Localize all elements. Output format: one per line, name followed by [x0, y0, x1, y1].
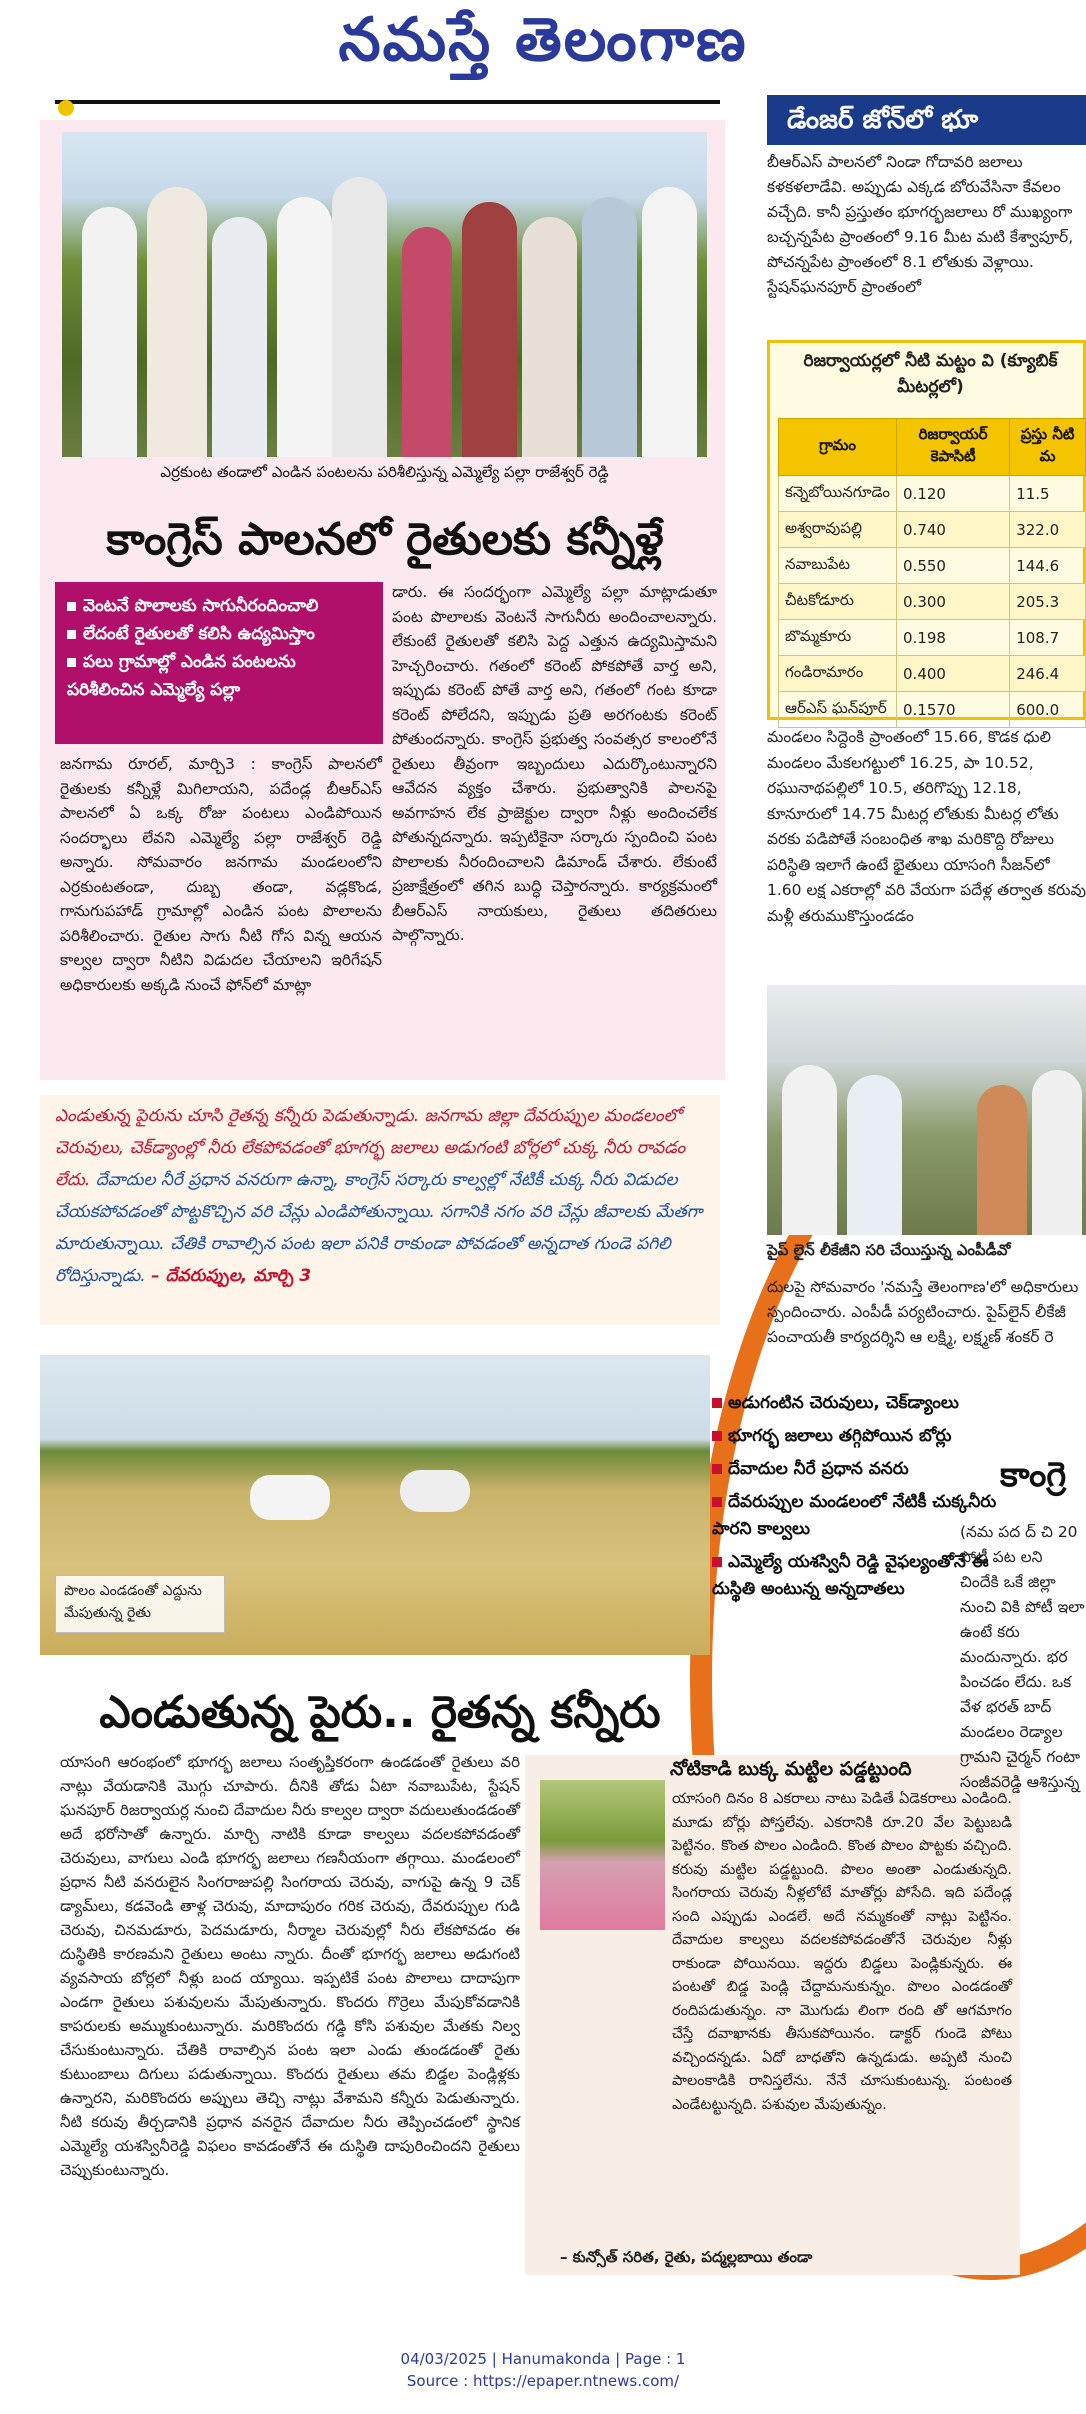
key-point: దేవరుప్పుల మండలంలో నేటికీ చుక్కనీరు పారని కాల్వలు	[712, 1492, 997, 1539]
right-text-1: బీఆర్ఎస్ పాలనలో నిండా గోదావరి జలాలు కళకళలాడేవి. అప్పుడు ఎక్కడ బోరువేసినా కేవలం వచ్చేది. కానీ ప్రస్తుతం భూగర్భజలాలు రో ముఖ్యంగా బచ్చన్నపేట ప్రాంతంలో 9.16 మీట మటి కేశ్వాపూర్, పోచన్నపేట ప్రాంతంలో 8.1 లోతుకు వెళ్లాయి. స్టేషన్‌ఘనపూర్ ప్రాంతంలో	[767, 153, 1074, 296]
pipeline-photo	[767, 985, 1086, 1235]
table-header: రిజర్వాయర్ కెపాసిటీ	[897, 419, 1010, 476]
key-point: దేవాదుల నీరే ప్రధాన వనరు	[712, 1456, 1012, 1483]
quote-blue-text: దేవాదుల నీరే ప్రధాన వనరుగా ఉన్నా, కాంగ్రెస్ సర్కారు కాల్వల్లో నేటికీ చుక్క నీరు విడుదల చేయకపోవడంతో పొట్టకొచ్చిన వరి చేన్లు ఎండిపోతున్నాయి. సగానికి నగం వరి చేన్లు జీవాలకు మేతగా మారుతున్నాయి. చేతికి రావాల్సిన పంట ఇలా పనికి రాకుండా పోవడంతో అన్నదాత గుండె పగిలి రోదిస్తున్నాడు.	[55, 1170, 703, 1286]
quote-dateline: – దేవరుప్పుల, మార్చి 3	[151, 1266, 312, 1286]
footer-date-line: 04/03/2025 | Hanumakonda | Page : 1	[400, 2350, 686, 2368]
pipeline-photo-caption: పైప్ లైన్ లీకేజీని సరి చేయిస్తున్న ఎంపీడీవో	[767, 1241, 1011, 1259]
key-point: భూగర్భ జలాలు తగ్గిపోయిన బోర్లు	[712, 1423, 1012, 1450]
intro-quote	[55, 1100, 710, 1292]
highlight-item: వెంటనే పొలాలకు సాగునీరందించాలి	[67, 592, 371, 620]
lead-highlights	[55, 582, 383, 744]
footer-source-line: Source : https://epaper.ntnews.com/	[406, 2372, 680, 2390]
right-text-3: దులపై సోమవారం 'నమస్తే తెలంగాణ'లో అధికారులు స్పందించారు. ఎంపీడీ పర్యటించారు. పైప్‌లైన్ లీకేజీ పంచాయతీ కార్యదర్శిని ఆ లక్ష్మి, లక్ష్మణ్ శంకర్ రె	[767, 1278, 1079, 1346]
masthead	[0, 0, 1086, 90]
newspaper-title: నమస్తే తెలంగాణ	[338, 5, 748, 75]
testimonial-title: నోటికాడి బుక్క మట్టిల పడ్డట్టుంది	[670, 1758, 912, 1780]
table-row: కన్నెబోయినగూడెం 0.120 11.5	[779, 476, 1086, 512]
right-headline-2: కాంగ్రె	[1000, 1455, 1067, 1495]
testimonial-signature: – కున్సోత్ సరిత, రైతు, పద్మల్ల‌బాయి తండా	[560, 2248, 813, 2266]
page-footer	[0, 2348, 1086, 2392]
testimonial-body: యాసంగి దినం 8 ఎకరాలు నాటు పెడితే ఏడెకరాలు ఎండింది. మూడు బోర్లు పోస్తలేవు. ఎకరానికి రూ.20 వేల పెట్టుబడి పెట్టినం. కొంత పొలం ఎండింది. కొంత పొలం పొట్టకు వచ్చింది. కరువు మట్టిల పడ్డట్టుంది. పొలం అంతా ఎండుతున్నది. సింగరాయ చెరువు నీళ్లలోటే మాతోర్లు పోసేది. ఇది పదేండ్ల సంది ఎప్పుడు ఎండలే. అదే నమ్మకంతో నాట్లు పెట్టినం. దేవాదుల కాల్వలు వదలకపోవడంతోనే చెరువుల నీళ్లు రాకుండా పోయినయి. ఇద్దరు బిడ్డలు పెండ్లికున్నరు. ఈ పంటతో బిడ్డ పెండ్లి చేద్దామనుకున్నం. పొలం ఎండడంతో రందిపడుతున్నం. నా మొగుడు లింగా రంది తో ఆగమాగం చేస్తే దవాఖానకు తీసుకపోయినం. డాక్టర్ గుండె పోటు వచ్చిందన్నడు. ఏదో బాధతోని ఉన్నడుడు. అప్పటి నుంచి పాలంకాడికి రానిస్తలేను. నేనే చూసుకుంటున్న. పంటంత ఎండేటట్టున్నది. పశువుల మేపుతున్నం.	[672, 1791, 1012, 2113]
table-header: ప్రస్తు నీటి మ	[1010, 419, 1086, 476]
section-marker	[58, 100, 74, 116]
key-point: అడుగంటిన చెరువులు, చెక్‌డ్యాంలు	[712, 1390, 1012, 1417]
story2-headline: ఎండుతున్న పైరు.. రైతన్న కన్నీరు	[99, 1687, 661, 1738]
table-row: బొమ్మకూరు 0.198 108.7	[779, 620, 1086, 656]
table-row: అశ్వరావుపల్లి 0.740 322.0	[779, 512, 1086, 548]
lead-headline: కాంగ్రెస్ పాలనలో రైతులకు కన్నీళ్లే	[106, 514, 664, 565]
section-rule	[55, 100, 720, 104]
highlight-item: లేదంటే రైతులతో కలిసి ఉద్యమిస్తాం	[67, 620, 371, 648]
highlight-item: పలు గ్రామాల్లో ఎండిన పంటలను పరిశీలించిన ఎమ్మెల్యే పల్లా	[67, 652, 296, 700]
right-text-4: (నమ పద ద్ చి 20 పోటీ పట లని చిందేకి ఒకే జిల్లా నుంచి వికి పోటీ ఇలా ఉంటే కరు మందున్నారు. భర పించడం లేదు. ఒక వేళ భరత్ బాద్ మండలం రెడ్యాల గ్రామని చైర్మన్ గంటా సంజీవరెడ్డి ఆశిస్తున్న	[960, 1523, 1085, 1791]
reservoir-table	[778, 418, 1086, 728]
field-photo-caption: పొలం ఎండడంతో ఎద్దును మేపుతున్న రైతు	[55, 1575, 225, 1633]
table-header: గ్రామం	[779, 419, 897, 476]
right-headline: డేంజర్ జోన్‌లో భూ	[767, 95, 1086, 145]
farmer-photo	[540, 1780, 665, 1930]
reservoir-table-title: రిజర్వాయర్లలో నీటి మట్టం వి (క్యూబిక్ మీటర్లలో)	[803, 351, 1058, 397]
table-row: ఆర్ఎస్ ఘన్‌పూర్ 0.1570 600.0	[779, 692, 1086, 728]
lead-column-1: జనగామ రూరల్, మార్చి3 : కాంగ్రెస్ పాలనలో రైతులకు కన్నీళ్లే మిగిలాయని, పదేండ్ల బీఆర్ఎస్ పాలనలో ఏ ఒక్క రోజు పంటలు ఎండిపోయిన సందర్భాలు లేవని ఎమ్మెల్యే పల్లా రాజేశ్వర్ రెడ్డి అన్నారు. సోమవారం జనగామ మండలంలోని ఎర్రకుంటతండా, దుబ్బ తండా, వడ్లకొండ, గానుగుపహాడ్ గ్రామాల్లో ఎండిన పంట పొలాలను పరిశీలించారు. రైతుల సాగు నీటి గోస విన్న ఆయన కాల్వల ద్వారా నీటిని విడుదల చేయాలని ఇరిగేషన్ అధికారులకు అక్కడి నుంచే ఫోన్‌లో మాట్లా	[60, 755, 382, 994]
story2-body: యాసంగి ఆరంభంలో భూగర్భ జలాలు సంతృప్తికరంగా ఉండడంతో రైతులు వరి నాట్లు వేయడానికి మొగ్గు చూపారు. దీనికి తోడు ఏటా నవాబుపేట, స్టేషన్ ఘనపూర్ రిజర్వాయర్ల నుంచి దేవాదుల నీరు కాల్వల ద్వారా వదులుతుండడంతో అదే భరోసాతో ఉన్నారు. మార్చి నాటికి కూడా కాల్వలు వదలకపోవడంతో చెరువులు, వాగులు ఎండి భూగర్భ జలాలు గణనీయంగా తగ్గాయి. మండలంలో ప్రధాన నీటి వనరులైన సింగరాజుపల్లి సింగరాయ చెరువు, వాగుపై ఉన్న 9 చెక్ డ్యామ్‌లు, కడవెండి తాళ్ల చెరువు, మాదాపురం గరిక చెరువు, దేవరుప్పుల గుడి చెరువు, చినమడూరు, పెదమడూరు, నీర్మాల చెరువుల్లో నీరు లేకపోవడం ఈ దుస్థితికి కారణమని రైతులు అంటు న్నారు. దీంతో భూగర్భ జలాలు అడుగంటి వ్యవసాయ బోర్లలో నీళ్లు బంద య్యాయి. ఇప్పటికే పంట పొలాలు దాదాపుగా ఎండగా రైతులు పశువులను మేపుతున్నారు. కొందరు గొర్రెలు మేపుకోవడానికి కాపరులకు అమ్ముకుంటున్నారు. మరికొందరు గడ్డి కోసి పశువుల మేతకు నిల్వ చేసుకుంటున్నారు. చేతికి రావాల్సిన పంట ఇలా ఎండు తుండడంతో రైతు కుటుంబాలు దిగులు పడుతున్నాయి. కొందరు రైతులు తమ బిడ్డల పెండ్లిళ్లకు ఉన్నారని, మరికొందరు అప్పులు తెచ్చి నాట్లు వేశామని కన్నీరు పెడుతున్నారు. నీటి కరువు తీర్చడానికి ప్రధాన వనరైన దేవాదుల నీరు తెప్పించడంలో స్థానిక ఎమ్మెల్యే యశస్వినీరెడ్డి విఫలం కావడంతోనే ఈ దుస్థితి దాపురించిందని రైతులు చెప్పుకుంటున్నారు.	[60, 1753, 520, 2179]
table-row: గండిరామారం 0.400 246.4	[779, 656, 1086, 692]
key-point: ఎమ్మెల్యే యశస్వినీ రెడ్డి వైఫల్యంతోనే ఈ దుస్థితి అంటున్న అన్నదాతలు	[712, 1552, 989, 1599]
lead-photo-caption: ఎర్రకుంట తండాలో ఎండిన పంటలను పరిశీలిస్తున్న ఎమ్మెల్యే పల్లా రాజేశ్వర్ రెడ్డి	[160, 463, 609, 481]
table-row: నవాబుపేట 0.550 144.6	[779, 548, 1086, 584]
right-text-2: మండలం సిద్దెంకి ప్రాంతంలో 15.66, కొడక ధులి మండలం మేకలగట్టులో 16.25, పా 10.52, రఘునాథపల్లిలో 10.5, తరిగొప్పు 12.18, కూనూరులో 14.75 మీటర్ల లోతుకు మీటర్ల లోతు వరకు పడిపోతే సంబంధిత శాఖ మరికొద్ది రోజులు పరిస్థితి ఇలాగే ఉంటే భైతులు యాసంగి సీజన్‌లో 1.60 లక్ష ఎకరాల్లో వరి వేయగా పదేళ్ల తర్వాత కరువు మళ్లీ తరుముకొస్తుండడం	[767, 728, 1086, 925]
quote-red-text: ఎండుతున్న పైరును చూసి రైతన్న కన్నీరు పెడుతున్నాడు. జనగామ జిల్లా దేవరుప్పుల మండలంలో చెరువులు, చెక్‌డ్యాంల్లో నీరు లేకపోవడంతో భూగర్భ జలాలు అడుగంటి బోర్లలో చుక్క నీరు రావడం లేదు.	[55, 1106, 686, 1190]
lead-column-2: డారు. ఈ సందర్భంగా ఎమ్మెల్యే పల్లా మాట్లాడుతూ పంట పొలాలకు వెంటనే సాగునీరు అందించాలన్నారు. లేకుంటే రైతులతో కలిసి పెద్ద ఎత్తున ఉద్యమిస్తామని హెచ్చరించారు. గతంలో కరెంట్ పోకపోతే వార్త అని, ఇప్పుడు కరెంట్ పోతే వార్త అని, గతంలో గంట కూడా కరెంట్ పోలేదని, ఇప్పుడు ప్రతి అరగంటకు కరెంట్ పోతుందన్నారు. కాంగ్రెస్ ప్రభుత్వ సంవత్సర కాలంలోనే రైతులు తీవ్రంగా ఇబ్బందులు ఎదుర్కొంటున్నారని ఆవేదన వ్యక్తం చేశారు. ప్రభుత్వానికి పాలనపై అవగాహన లేక ప్రాజెక్టుల ద్వారా నీళ్లు అందించలేక పోతున్నదన్నారు. ఇప్పటికైనా సర్కారు స్పందించి పంట పొలాలకు నీరందించాలని డిమాండ్ చేశారు. లేకుంటే ప్రజాక్షేత్రంలో తగిన బుద్ధి చెప్తారన్నారు. కార్యక్రమంలో బీఆర్ఎస్ నాయకులు, రైతులు తదితరులు పాల్గొన్నారు.	[392, 583, 717, 944]
lead-photo	[62, 132, 707, 457]
table-row: చీటకోడూరు 0.300 205.3	[779, 584, 1086, 620]
